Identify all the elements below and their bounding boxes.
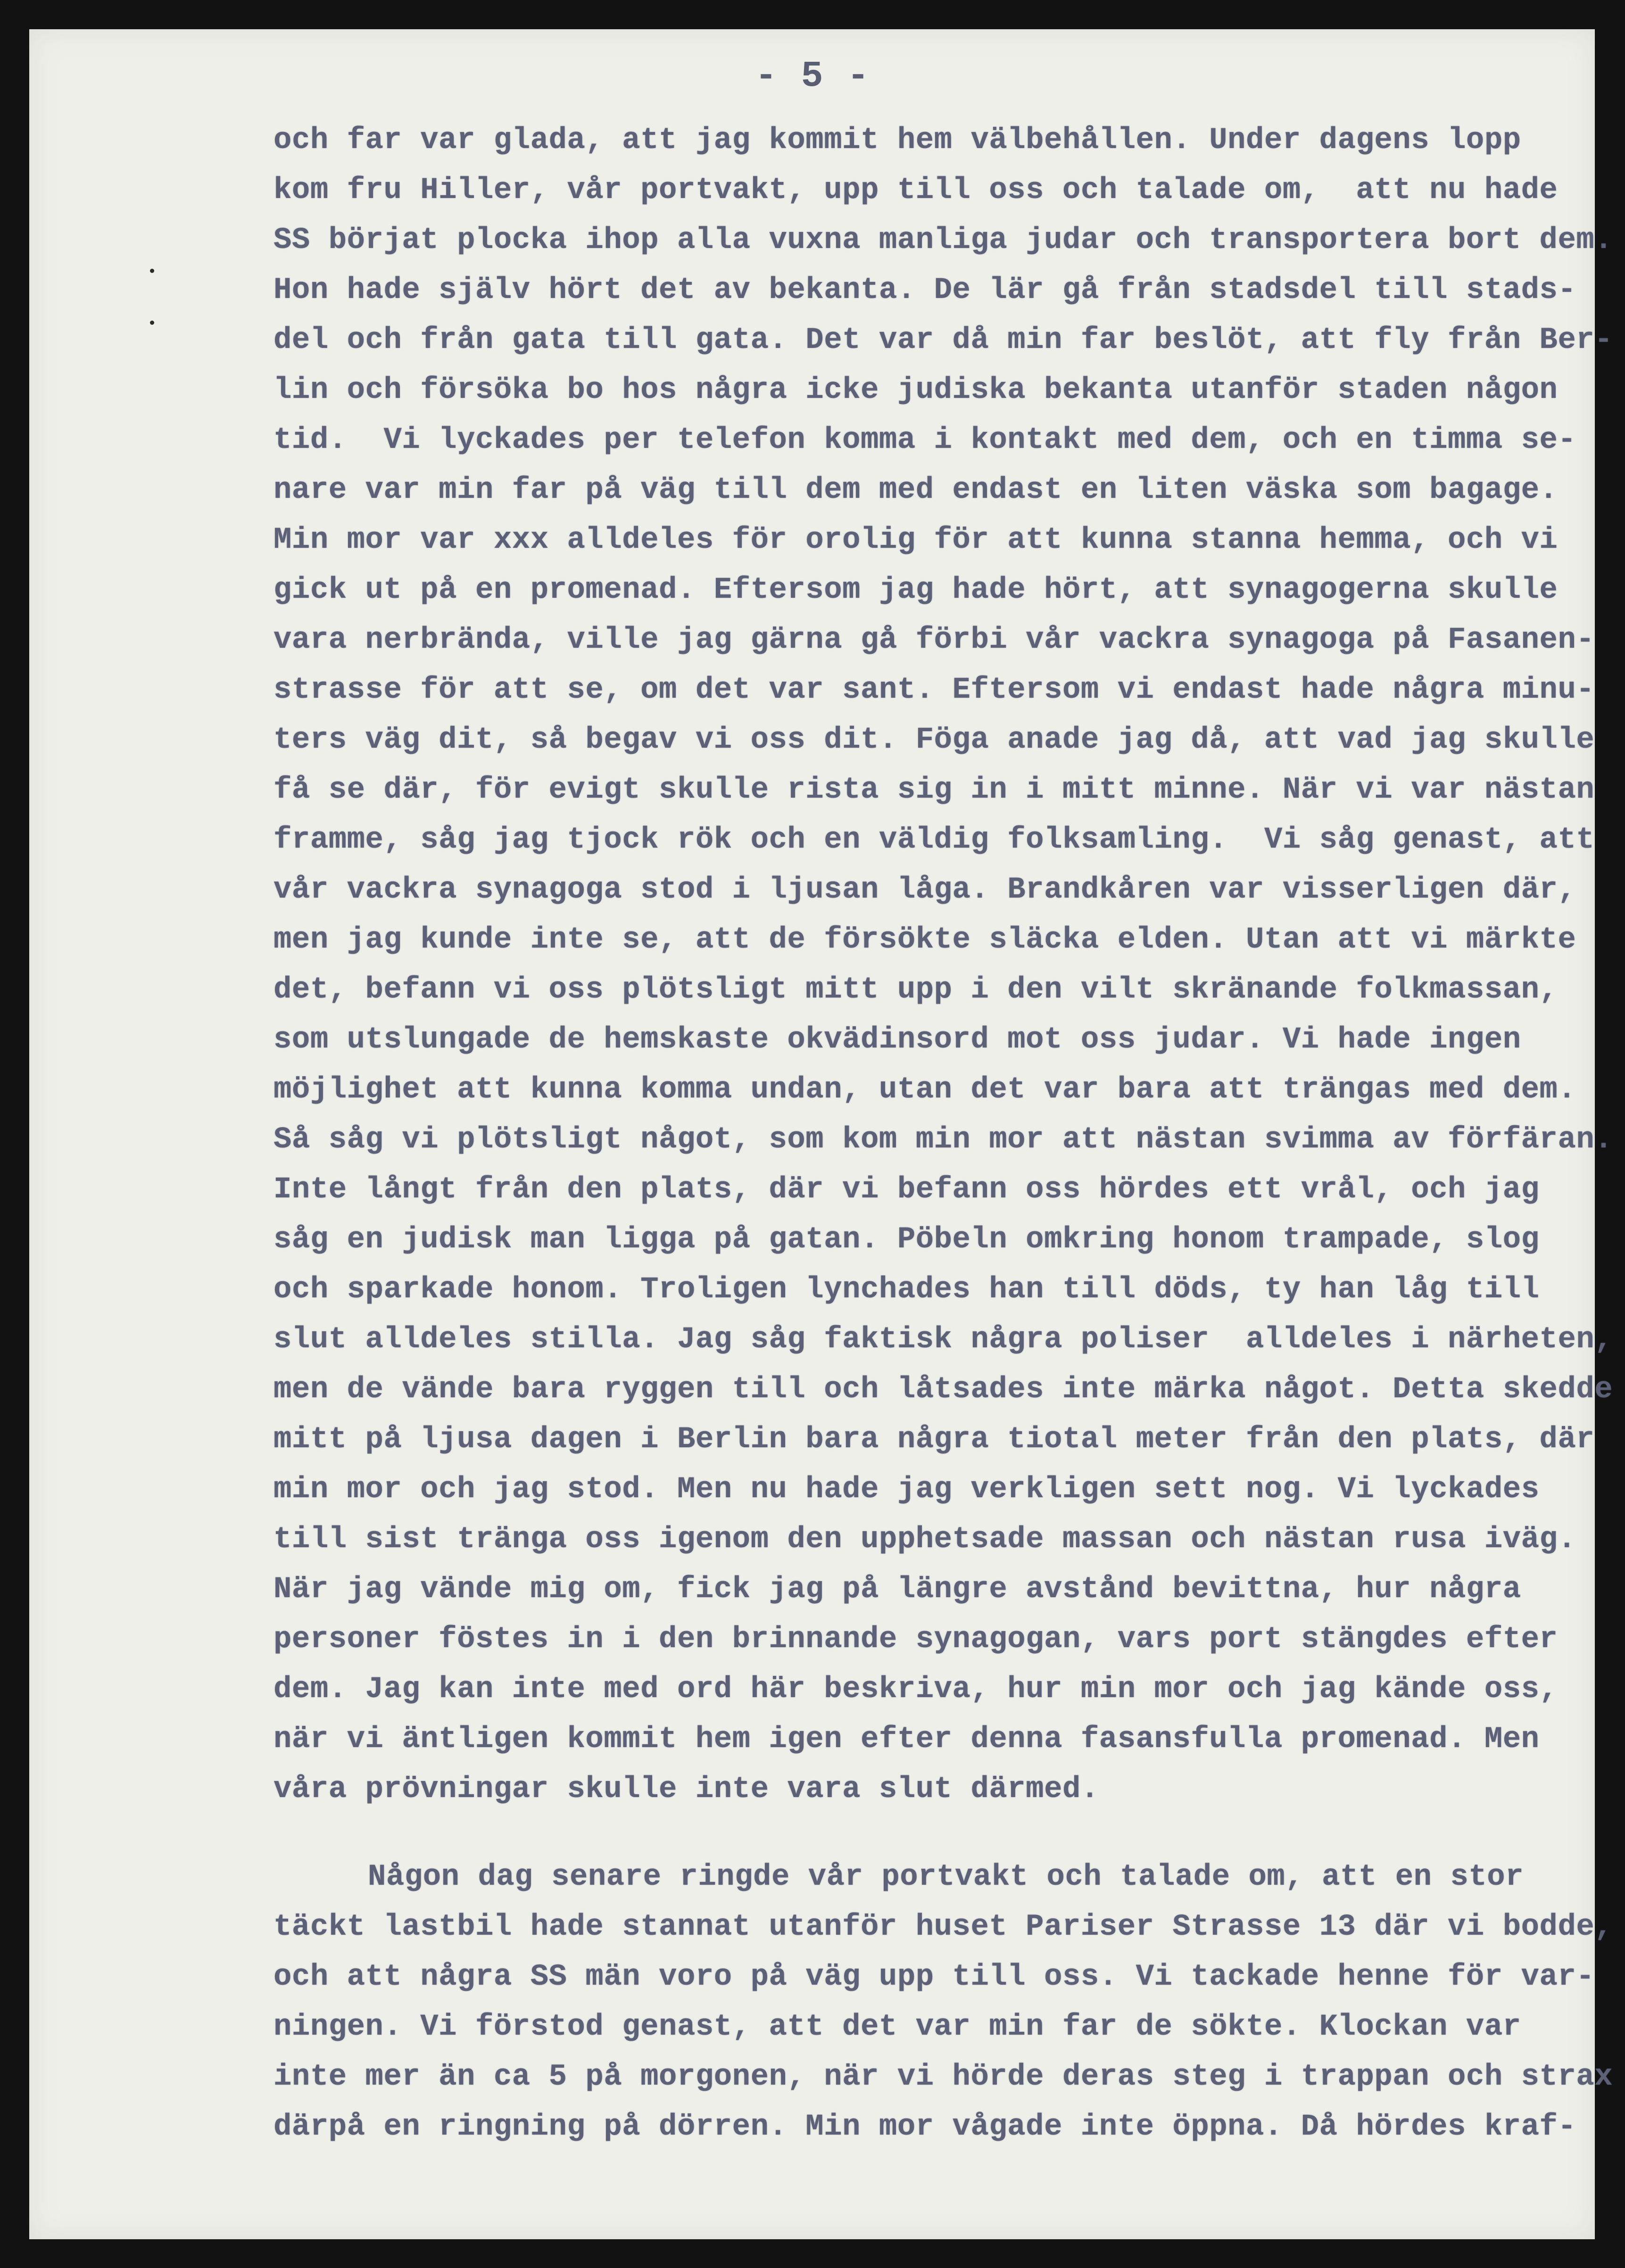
text-line: tid. Vi lyckades per telefon komma i kontakt med dem, och en timma se- bbox=[274, 423, 1576, 457]
text-line: gick ut på en promenad. Eftersom jag hade hört, att synagogerna skulle bbox=[274, 573, 1558, 607]
text-line: Så såg vi plötsligt något, som kom min mor att nästan svimma av förfäran. bbox=[274, 1123, 1613, 1157]
text-line: men de vände bara ryggen till och låtsades inte märka något. Detta skedde bbox=[274, 1373, 1613, 1407]
text-line: inte mer än ca 5 på morgonen, när vi hörde deras steg i trappan och strax bbox=[274, 2060, 1613, 2094]
text-line: vara nerbrända, ville jag gärna gå förbi vår vackra synagoga på Fasanen- bbox=[274, 623, 1595, 657]
text-line: när vi äntligen kommit hem igen efter denna fasansfulla promenad. Men bbox=[274, 1723, 1540, 1757]
text-line: därpå en ringning på dörren. Min mor vågade inte öppna. Då hördes kraf- bbox=[274, 2110, 1576, 2144]
text-line: såg en judisk man ligga på gatan. Pöbeln omkring honom trampade, slog bbox=[274, 1223, 1540, 1257]
typewritten-text bbox=[274, 115, 1613, 2152]
text-line: del och från gata till gata. Det var då min far beslöt, att fly från Ber- bbox=[274, 323, 1613, 357]
text-line: min mor och jag stod. Men nu hade jag verkligen sett nog. Vi lyckades bbox=[274, 1473, 1540, 1507]
text-line: kom fru Hiller, vår portvakt, upp till oss och talade om, att nu hade bbox=[274, 173, 1558, 207]
text-line: våra prövningar skulle inte vara slut därmed. bbox=[274, 1773, 1099, 1806]
text-line: SS börjat plocka ihop alla vuxna manliga judar och transportera bort dem. bbox=[274, 223, 1613, 257]
text-line: som utslungade de hemskaste okvädinsord mot oss judar. Vi hade ingen bbox=[274, 1023, 1521, 1057]
text-line: Min mor var xxx alldeles för orolig för att kunna stanna hemma, och vi bbox=[274, 523, 1558, 557]
text-line: Någon dag senare ringde vår portvakt och talade om, att en stor bbox=[368, 1860, 1524, 1894]
text-line: personer föstes in i den brinnande synagogan, vars port stängdes efter bbox=[274, 1623, 1558, 1657]
text-line: dem. Jag kan inte med ord här beskriva, hur min mor och jag kände oss, bbox=[274, 1673, 1558, 1707]
paragraph-gap bbox=[274, 1814, 1518, 1852]
text-line: och att några SS män voro på väg upp till oss. Vi tackade henne för var- bbox=[274, 1960, 1595, 1994]
text-line: och far var glada, att jag kommit hem välbehållen. Under dagens lopp bbox=[274, 124, 1521, 157]
paragraph-1 bbox=[274, 115, 1613, 1814]
text-line: Hon hade själv hört det av bekanta. De lär gå från stadsdel till stads- bbox=[274, 273, 1576, 307]
margin-mark bbox=[150, 269, 154, 273]
text-line: framme, såg jag tjock rök och en väldig folksamling. Vi såg genast, att bbox=[274, 823, 1595, 857]
text-line: När jag vände mig om, fick jag på längre avstånd bevittna, hur några bbox=[274, 1573, 1521, 1607]
text-line: men jag kunde inte se, att de försökte släcka elden. Utan att vi märkte bbox=[274, 923, 1576, 957]
text-line: mitt på ljusa dagen i Berlin bara några tiotal meter från den plats, där bbox=[274, 1423, 1595, 1457]
text-line: och sparkade honom. Troligen lynchades han till döds, ty han låg till bbox=[274, 1273, 1540, 1307]
text-line: nare var min far på väg till dem med endast en liten väska som bagage. bbox=[274, 473, 1558, 507]
text-line: Inte långt från den plats, där vi befann oss hördes ett vrål, och jag bbox=[274, 1173, 1540, 1207]
margin-mark bbox=[150, 321, 154, 325]
text-line: få se där, för evigt skulle rista sig in i mitt minne. När vi var nästan bbox=[274, 773, 1595, 807]
text-line: ters väg dit, så begav vi oss dit. Föga anade jag då, att vad jag skulle bbox=[274, 723, 1595, 757]
text-line: strasse för att se, om det var sant. Eftersom vi endast hade några minu- bbox=[274, 673, 1595, 707]
text-line: vår vackra synagoga stod i ljusan låga. Brandkåren var visserligen där, bbox=[274, 873, 1576, 907]
text-line: till sist tränga oss igenom den upphetsade massan och nästan rusa iväg. bbox=[274, 1523, 1576, 1557]
text-line: slut alldeles stilla. Jag såg faktisk några poliser alldeles i närheten, bbox=[274, 1323, 1613, 1357]
text-line: täckt lastbil hade stannat utanför huset Pariser Strasse 13 där vi bodde, bbox=[274, 1910, 1613, 1944]
text-line: möjlighet att kunna komma undan, utan det var bara att trängas med dem. bbox=[274, 1073, 1576, 1107]
page-number: - 5 - bbox=[754, 56, 871, 97]
paragraph-2 bbox=[274, 1852, 1613, 2152]
text-line: det, befann vi oss plötsligt mitt upp i den vilt skränande folkmassan, bbox=[274, 973, 1558, 1007]
text-line: ningen. Vi förstod genast, att det var min far de sökte. Klockan var bbox=[274, 2010, 1521, 2044]
text-line: lin och försöka bo hos några icke judiska bekanta utanför staden någon bbox=[274, 373, 1558, 407]
